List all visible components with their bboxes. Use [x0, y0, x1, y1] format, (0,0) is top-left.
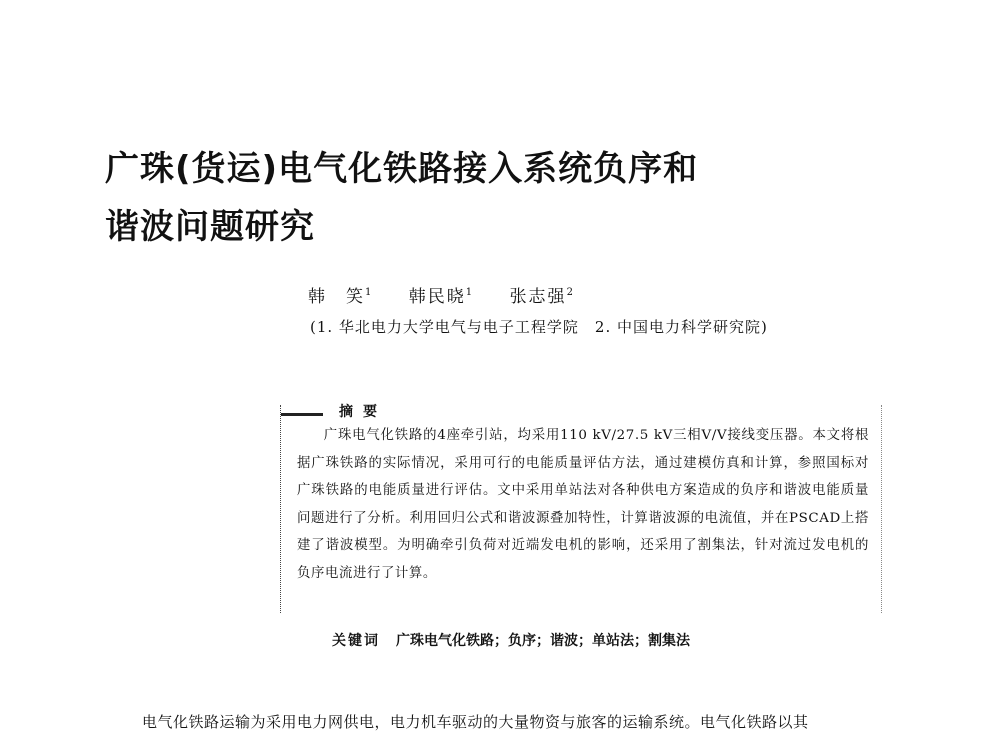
keywords-label: 关键词	[332, 633, 380, 649]
body-paragraph: 电气化铁路运输为采用电力网供电，电力机车驱动的大量物资与旅客的运输系统。电气化铁路以其	[142, 713, 809, 731]
affiliation: (1. 华北电力大学电气与电子工程学院 2. 中国电力科学研究院)	[310, 318, 768, 336]
abstract-heading: 摘要	[339, 404, 387, 420]
title-line-2: 谐波问题研究	[105, 207, 315, 247]
keywords-text: 广珠电气化铁路；负序；谐波；单站法；割集法	[396, 633, 690, 649]
abstract-text: 广珠电气化铁路的4座牵引站，均采用110 kV/27.5 kV三相V/V接线变压器。本文将根据广珠铁路的实际情况，采用可行的电能质量评估方法，通过建模仿真和计算，参照国标对广珠铁路的电能质量进行评估。文中采用单站法对各种供电方案造成的负序和谐波电能质量问题进行了分析。利用回归公式和谐波源叠加特性，计算谐波源的电流值，并在PSCAD上搭建了谐波模型。为明确牵引负荷对近端发电机的影响，还采用了割集法，针对流过发电机的负序电流进行了计算。	[297, 428, 869, 581]
paper-title	[105, 140, 865, 256]
title-line-1: 广珠(货运)电气化铁路接入系统负序和	[105, 149, 699, 189]
author-list	[308, 282, 603, 307]
author: 韩 笑$^1$	[308, 287, 374, 307]
keywords	[332, 630, 690, 650]
abstract-rule	[281, 413, 323, 416]
author: 张志强$^2$	[509, 287, 575, 307]
author: 韩民晓$^1$	[408, 287, 475, 307]
abstract-box	[280, 405, 882, 613]
